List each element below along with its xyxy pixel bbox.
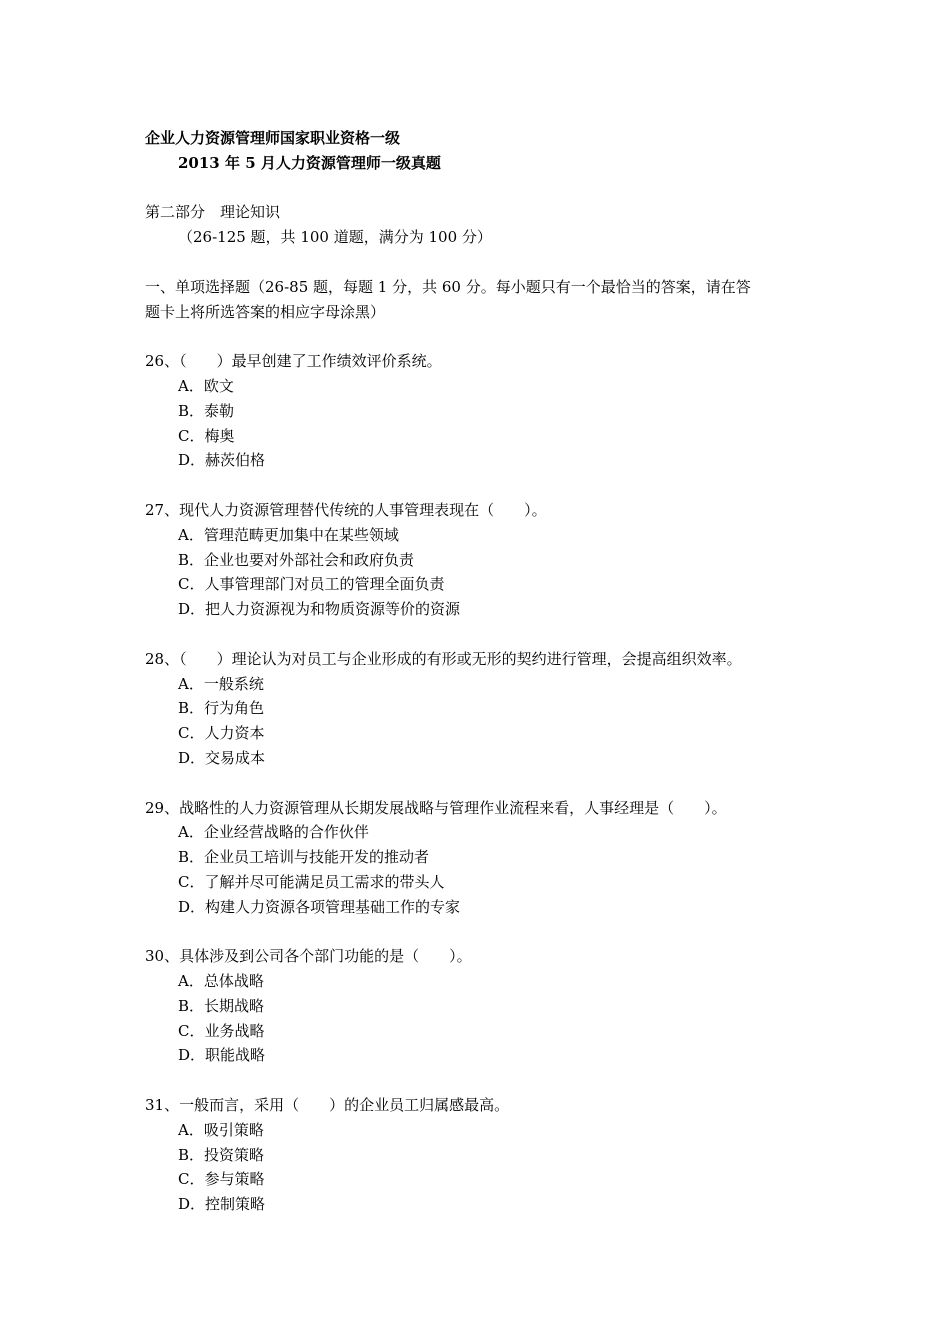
option-c: C．人事管理部门对员工的管理全面负责 (178, 575, 445, 594)
option-c: C．参与策略 (178, 1170, 265, 1189)
spacer (145, 176, 825, 201)
option-b: B．行为角色 (178, 699, 265, 718)
option-a: A．欧文 (178, 376, 234, 395)
question-stem: 28、（ ）理论认为对员工与企业形成的有形或无形的契约进行管理，会提高组织效率。 (145, 649, 742, 668)
option-d: D．交易成本 (178, 748, 266, 767)
question-stem: 27、现代人力资源管理替代传统的人事管理表现在（ ）。 (145, 500, 547, 519)
section-part-heading: 第二部分 理论知识 (145, 203, 281, 222)
spacer (145, 324, 825, 349)
question-stem: 26、（ ）最早创建了工作绩效评价系统。 (145, 352, 442, 371)
question-27 (145, 498, 825, 622)
spacer (145, 250, 825, 275)
option-c: C．业务战略 (178, 1021, 265, 1040)
option-b: B．投资策略 (178, 1145, 265, 1164)
option-a: A．管理范畴更加集中在某些领域 (178, 525, 399, 544)
option-c: C．梅奥 (178, 426, 235, 445)
option-a: A．吸引策略 (178, 1120, 264, 1139)
question-28 (145, 647, 825, 771)
option-d: D．职能战略 (178, 1046, 266, 1065)
option-a: A．企业经营战略的合作伙伴 (178, 823, 369, 842)
option-b: B．泰勒 (178, 401, 235, 420)
question-30 (145, 944, 825, 1068)
option-a: A．一般系统 (178, 674, 264, 693)
option-d: D．赫茨伯格 (178, 451, 266, 470)
option-b: B．企业也要对外部社会和政府负责 (178, 550, 415, 569)
option-c: C．人力资本 (178, 724, 265, 743)
instruction-line-1: 一、单项选择题（26-85 题，每题 1 分，共 60 分。每小题只有一个最恰当的答案，请在答 (145, 277, 751, 296)
question-29 (145, 796, 825, 920)
option-d: D．把人力资源视为和物质资源等价的资源 (178, 600, 461, 619)
document-title: 企业人力资源管理师国家职业资格一级 (145, 129, 401, 147)
option-c: C．了解并尽可能满足员工需求的带头人 (178, 872, 445, 891)
option-d: D．构建人力资源各项管理基础工作的专家 (178, 897, 461, 916)
question-stem: 29、战略性的人力资源管理从长期发展战略与管理作业流程来看，人事经理是（ ）。 (145, 798, 727, 817)
option-b: B．企业员工培训与技能开发的推动者 (178, 848, 430, 867)
option-a: A．总体战略 (178, 972, 264, 991)
option-b: B．长期战略 (178, 996, 265, 1015)
option-d: D．控制策略 (178, 1195, 266, 1214)
question-stem: 30、具体涉及到公司各个部门功能的是（ ）。 (145, 947, 472, 966)
section-range-note: （26-125 题，共 100 道题，满分为 100 分） (178, 228, 492, 247)
instruction-line-2: 题卡上将所选答案的相应字母涂黑） (145, 302, 386, 321)
question-26 (145, 349, 825, 473)
question-31 (145, 1093, 825, 1217)
question-stem: 31、一般而言，采用（ ）的企业员工归属感最高。 (145, 1096, 510, 1115)
document-page (145, 126, 825, 1242)
document-subtitle: 2013 年 5 月人力资源管理师一级真题 (178, 153, 441, 172)
